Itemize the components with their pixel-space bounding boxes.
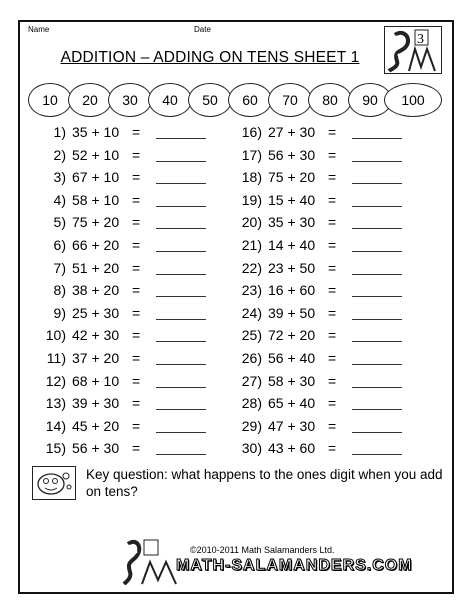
answer-line[interactable] [156, 454, 206, 455]
equals-sign: = [328, 124, 337, 140]
equals-sign: = [132, 304, 141, 321]
question-number: 8) [53, 282, 66, 299]
question-number: 19) [241, 191, 262, 208]
question-row [226, 350, 416, 370]
answer-line[interactable] [352, 251, 402, 252]
equals-sign: = [132, 417, 141, 434]
question-number: 12) [45, 372, 66, 389]
question-number: 17) [241, 146, 262, 163]
question-row [226, 124, 416, 144]
answer-line[interactable] [156, 341, 206, 342]
question-number: 24) [241, 304, 262, 321]
answer-line[interactable] [156, 387, 206, 388]
question-row [30, 147, 220, 167]
answer-line[interactable] [352, 341, 402, 342]
question-number: 14) [45, 417, 66, 434]
question-expression: 42 + 30 [72, 327, 120, 344]
question-number: 7) [53, 259, 66, 276]
question-number: 16) [241, 124, 262, 140]
question-row [226, 418, 416, 438]
answer-line[interactable] [352, 364, 402, 365]
answer-line[interactable] [156, 364, 206, 365]
answer-line[interactable] [156, 251, 206, 252]
salamander-face-icon [33, 467, 74, 498]
question-row [226, 214, 416, 234]
question-expression: 38 + 20 [72, 282, 120, 299]
equals-sign: = [132, 169, 141, 186]
question-expression: 56 + 30 [268, 146, 316, 163]
question-expression: 39 + 30 [72, 395, 120, 412]
question-row [226, 282, 416, 302]
question-number: 30) [241, 440, 262, 457]
question-number: 28) [241, 395, 262, 412]
answer-line[interactable] [156, 183, 206, 184]
question-expression: 37 + 20 [72, 350, 120, 366]
question-expression: 16 + 60 [268, 282, 316, 299]
question-expression: 67 + 10 [72, 169, 120, 186]
question-number: 4) [53, 191, 66, 208]
question-number: 27) [241, 372, 262, 389]
question-row [226, 305, 416, 325]
question-row [30, 282, 220, 302]
question-row [30, 373, 220, 393]
question-number: 26) [241, 350, 262, 366]
question-expression: 75 + 20 [268, 169, 316, 186]
number-oval: 30 [108, 83, 152, 117]
question-expression: 23 + 50 [268, 259, 316, 276]
logo-digit: 3 [417, 32, 424, 47]
answer-line[interactable] [156, 409, 206, 410]
equals-sign: = [328, 395, 337, 412]
number-oval: 50 [188, 83, 232, 117]
question-expression: 45 + 20 [72, 417, 120, 434]
question-number: 11) [46, 350, 66, 366]
number-oval: 60 [228, 83, 272, 117]
question-number: 3) [53, 169, 66, 186]
answer-line[interactable] [156, 161, 206, 162]
equals-sign: = [132, 214, 141, 231]
equals-sign: = [328, 417, 337, 434]
question-row [226, 147, 416, 167]
question-expression: 35 + 30 [268, 214, 316, 231]
equals-sign: = [132, 440, 141, 457]
question-number: 6) [53, 237, 66, 253]
answer-line[interactable] [352, 183, 402, 184]
question-row [30, 418, 220, 438]
question-number: 10) [45, 327, 66, 344]
question-row [30, 440, 220, 460]
question-expression: 75 + 20 [72, 214, 120, 231]
question-number: 23) [241, 282, 262, 299]
question-row [226, 192, 416, 212]
answer-line[interactable] [352, 432, 402, 433]
answer-line[interactable] [352, 409, 402, 410]
answer-line[interactable] [156, 228, 206, 229]
equals-sign: = [132, 395, 141, 412]
question-row [30, 124, 220, 144]
answer-line[interactable] [352, 228, 402, 229]
answer-line[interactable] [352, 387, 402, 388]
equals-sign: = [328, 440, 337, 457]
question-row [226, 440, 416, 460]
answer-line[interactable] [352, 319, 402, 320]
equals-sign: = [132, 124, 141, 140]
question-row [30, 350, 220, 370]
answer-line[interactable] [352, 454, 402, 455]
question-row [226, 327, 416, 347]
question-number: 21) [241, 237, 262, 253]
key-question-box [32, 466, 76, 500]
answer-line[interactable] [156, 432, 206, 433]
question-row [30, 169, 220, 189]
equals-sign: = [328, 304, 337, 321]
equals-sign: = [328, 146, 337, 163]
question-expression: 27 + 30 [268, 124, 316, 140]
equals-sign: = [132, 282, 141, 299]
question-row [30, 192, 220, 212]
question-expression: 56 + 40 [268, 350, 316, 366]
question-row [30, 395, 220, 415]
question-row [30, 260, 220, 280]
answer-line[interactable] [352, 296, 402, 297]
question-row [226, 395, 416, 415]
number-oval: 90 [348, 83, 392, 117]
equals-sign: = [328, 237, 337, 253]
copyright-text: ©2010-2011 Math Salamanders Ltd. [190, 545, 335, 555]
footer-salamander-icon [122, 538, 178, 586]
question-expression: 39 + 50 [268, 304, 316, 321]
equals-sign: = [328, 214, 337, 231]
question-number: 15) [45, 440, 66, 457]
salamander-logo [384, 26, 442, 74]
answer-line[interactable] [352, 161, 402, 162]
equals-sign: = [328, 350, 337, 366]
equals-sign: = [328, 191, 337, 208]
question-number: 5) [53, 214, 66, 231]
question-expression: 15 + 40 [268, 191, 316, 208]
question-expression: 51 + 20 [72, 259, 120, 276]
question-expression: 58 + 30 [268, 372, 316, 389]
question-expression: 35 + 10 [72, 124, 120, 140]
equals-sign: = [132, 350, 141, 366]
question-expression: 58 + 10 [72, 191, 120, 208]
salamander-icon [385, 27, 441, 73]
date-label: Date [194, 25, 211, 34]
worksheet-title: ADDITION – ADDING ON TENS SHEET 1 [60, 49, 360, 66]
site-name: MATH-SALAMANDERS.COM [176, 557, 413, 574]
question-expression: 68 + 10 [72, 372, 120, 389]
question-expression: 25 + 30 [72, 304, 120, 321]
question-row [30, 237, 220, 257]
answer-line[interactable] [156, 138, 206, 139]
question-number: 25) [241, 327, 262, 344]
equals-sign: = [328, 372, 337, 389]
question-row [30, 327, 220, 347]
equals-sign: = [132, 259, 141, 276]
question-expression: 52 + 10 [72, 146, 120, 163]
number-line [28, 83, 444, 119]
key-question: Key question: what happens to the ones digit when you add on tens? [86, 467, 443, 499]
question-expression: 56 + 30 [72, 440, 120, 457]
answer-line[interactable] [352, 138, 402, 139]
question-number: 13) [45, 395, 66, 412]
question-number: 1) [53, 124, 66, 140]
question-expression: 47 + 30 [268, 417, 316, 434]
number-oval: 40 [148, 83, 192, 117]
question-number: 2) [53, 146, 66, 163]
number-oval: 100 [384, 83, 442, 117]
number-oval: 80 [308, 83, 352, 117]
question-row [30, 305, 220, 325]
answer-line[interactable] [156, 319, 206, 320]
equals-sign: = [328, 259, 337, 276]
equals-sign: = [132, 191, 141, 208]
equals-sign: = [132, 372, 141, 389]
question-number: 22) [241, 259, 262, 276]
number-oval: 20 [68, 83, 112, 117]
number-oval: 70 [268, 83, 312, 117]
question-expression: 66 + 20 [72, 237, 120, 253]
question-number: 29) [241, 417, 262, 434]
question-row [30, 214, 220, 234]
equals-sign: = [132, 146, 141, 163]
question-expression: 43 + 60 [268, 440, 316, 457]
question-number: 18) [241, 169, 262, 186]
question-number: 20) [241, 214, 262, 231]
answer-line[interactable] [352, 274, 402, 275]
question-expression: 65 + 40 [268, 395, 316, 412]
answer-line[interactable] [156, 274, 206, 275]
name-label: Name [28, 25, 50, 34]
equals-sign: = [328, 282, 337, 299]
question-number: 9) [53, 304, 66, 321]
equals-sign: = [328, 327, 337, 344]
answer-line[interactable] [156, 296, 206, 297]
question-expression: 72 + 20 [268, 327, 316, 344]
equals-sign: = [132, 237, 141, 253]
answer-line[interactable] [156, 206, 206, 207]
question-row [226, 169, 416, 189]
question-row [226, 260, 416, 280]
question-row [226, 373, 416, 393]
question-expression: 14 + 40 [268, 237, 316, 253]
equals-sign: = [328, 169, 337, 186]
answer-line[interactable] [352, 206, 402, 207]
question-row [226, 237, 416, 257]
equals-sign: = [132, 327, 141, 344]
number-oval: 10 [28, 83, 72, 117]
